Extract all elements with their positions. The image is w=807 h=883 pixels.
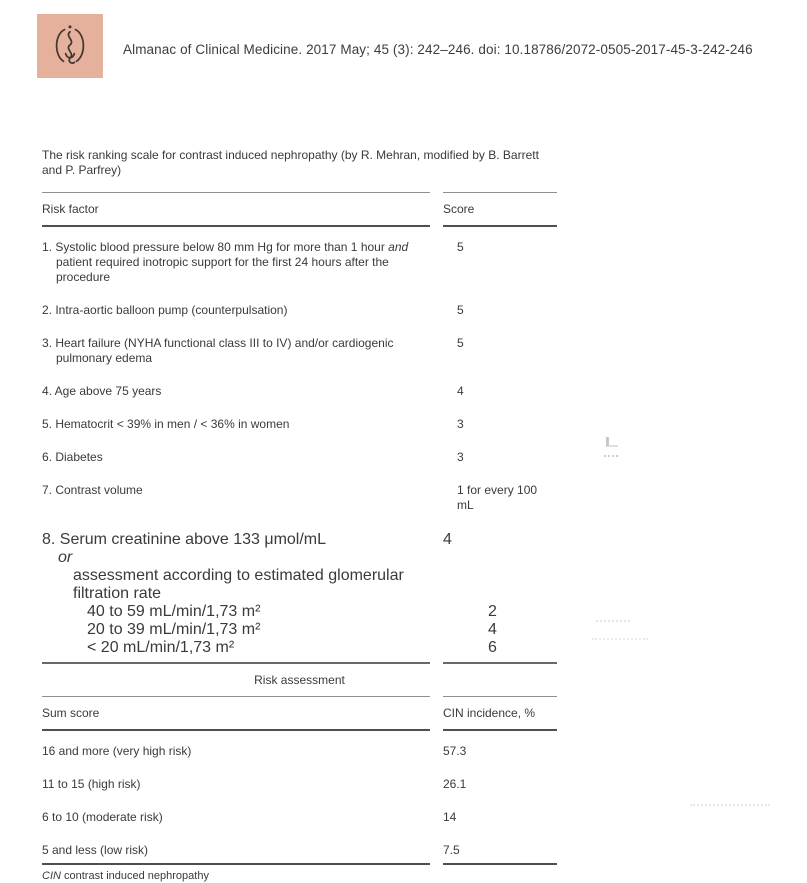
table-row — [42, 290, 557, 323]
cin-incidence-value: 7.5 — [443, 843, 460, 857]
risk-factor-text: 2. Intra-aortic balloon pump (counterpulsation) — [42, 303, 288, 317]
journal-logo — [37, 14, 103, 78]
sum-score-text: 16 and more (very high risk) — [42, 744, 192, 758]
table-row — [42, 227, 557, 290]
table-row — [42, 404, 557, 437]
gfr-range-text: < 20 mL/min/1,73 m² — [87, 639, 235, 656]
row1-text-post: patient required inotropic support for the first 24 hours after the procedure — [56, 255, 389, 284]
row1-text-pre: 1. Systolic blood pressure below 80 mm Hg for more than 1 hour — [42, 240, 389, 254]
risk-factor-table — [42, 192, 557, 883]
risk-factor-text: 6. Diabetes — [42, 450, 103, 464]
cin-incidence-value: 14 — [443, 810, 457, 824]
header-bottom-rule — [42, 225, 557, 227]
journal-citation: Almanac of Clinical Medicine. 2017 May; 45 (3): 242–246. doi: 10.18786/2072-0505-2017-45-3-242-246 — [123, 42, 753, 57]
cin-incidence-value: 26.1 — [443, 777, 467, 791]
risk-score: 6 — [488, 639, 497, 656]
sum-score-text: 6 to 10 (moderate risk) — [42, 810, 163, 824]
risk-score: 3 — [457, 417, 464, 431]
sum-score-text: 11 to 15 (high risk) — [42, 777, 141, 791]
table-caption: The risk ranking scale for contrast induced nephropathy (by R. Mehran, modified by B. Barrett and P. Parfrey) — [42, 148, 539, 177]
assessment-row — [42, 764, 557, 797]
risk-score: 5 — [457, 303, 464, 317]
assessment-row — [42, 731, 557, 764]
sum-score-text: 5 and less (low risk) — [42, 843, 149, 857]
table-row — [42, 437, 557, 470]
gfr-assessment-text: assessment according to estimated glomerular filtration rate — [73, 567, 404, 602]
row1-text-italic: and — [388, 240, 409, 254]
risk-assessment-section-title: Risk assessment — [254, 673, 345, 687]
table-row — [42, 371, 557, 404]
gfr-range-text: 40 to 59 mL/min/1,73 m² — [87, 603, 261, 620]
column-header-score: Score — [443, 202, 475, 216]
table-footnote — [42, 869, 557, 883]
risk-score: 4 — [488, 621, 497, 638]
assessment-header — [42, 697, 557, 729]
table-row-serum-creatinine — [42, 518, 557, 662]
section-thin-rule — [42, 696, 557, 697]
risk-factor-text: 3. Heart failure (NYHA functional class III to IV) and/or cardiogenic pulmonary edema — [42, 336, 394, 365]
risk-factor-text: 4. Age above 75 years — [42, 384, 162, 398]
risk-score: 5 — [457, 336, 464, 350]
column-header-sum-score: Sum score — [42, 706, 100, 720]
risk-factor-text — [42, 240, 444, 285]
snake-and-bowl-icon — [50, 22, 90, 70]
scan-artifact — [690, 804, 770, 808]
scan-artifact — [592, 638, 648, 642]
table-row — [42, 323, 557, 371]
article-content — [42, 148, 557, 883]
scan-artifact — [596, 620, 630, 624]
cin-incidence-value: 57.3 — [443, 744, 467, 758]
risk-score: 3 — [457, 450, 464, 464]
or-connector: or — [58, 549, 73, 566]
risk-score: 5 — [457, 240, 464, 254]
gfr-range-text: 20 to 39 mL/min/1,73 m² — [87, 621, 261, 638]
table-bottom-rule — [42, 863, 557, 865]
assessment-row — [42, 797, 557, 830]
risk-factor-text: 7. Contrast volume — [42, 483, 143, 497]
assessment-row — [42, 830, 557, 863]
scan-artifact — [606, 437, 618, 447]
risk-factor-text: 8. Serum creatinine above 133 μmol/mL — [42, 531, 327, 548]
footnote-text: contrast induced nephropathy — [60, 870, 209, 882]
abbreviation-cin: CIN — [42, 870, 61, 882]
column-header-cin-incidence: CIN incidence, % — [443, 706, 536, 720]
table-row — [42, 470, 557, 518]
risk-score: 4 — [443, 531, 452, 548]
risk-table-header — [42, 193, 557, 225]
assessment-header-rule — [42, 729, 557, 731]
column-header-risk-factor: Risk factor — [42, 202, 99, 216]
risk-score: 1 for every 100 mL — [457, 483, 538, 512]
scan-artifact — [604, 455, 618, 460]
table-top-rule — [42, 192, 557, 193]
section-top-rule — [42, 662, 557, 664]
risk-score: 2 — [488, 603, 497, 620]
risk-score: 4 — [457, 384, 464, 398]
risk-factor-text: 5. Hematocrit < 39% in men / < 36% in women — [42, 417, 290, 431]
